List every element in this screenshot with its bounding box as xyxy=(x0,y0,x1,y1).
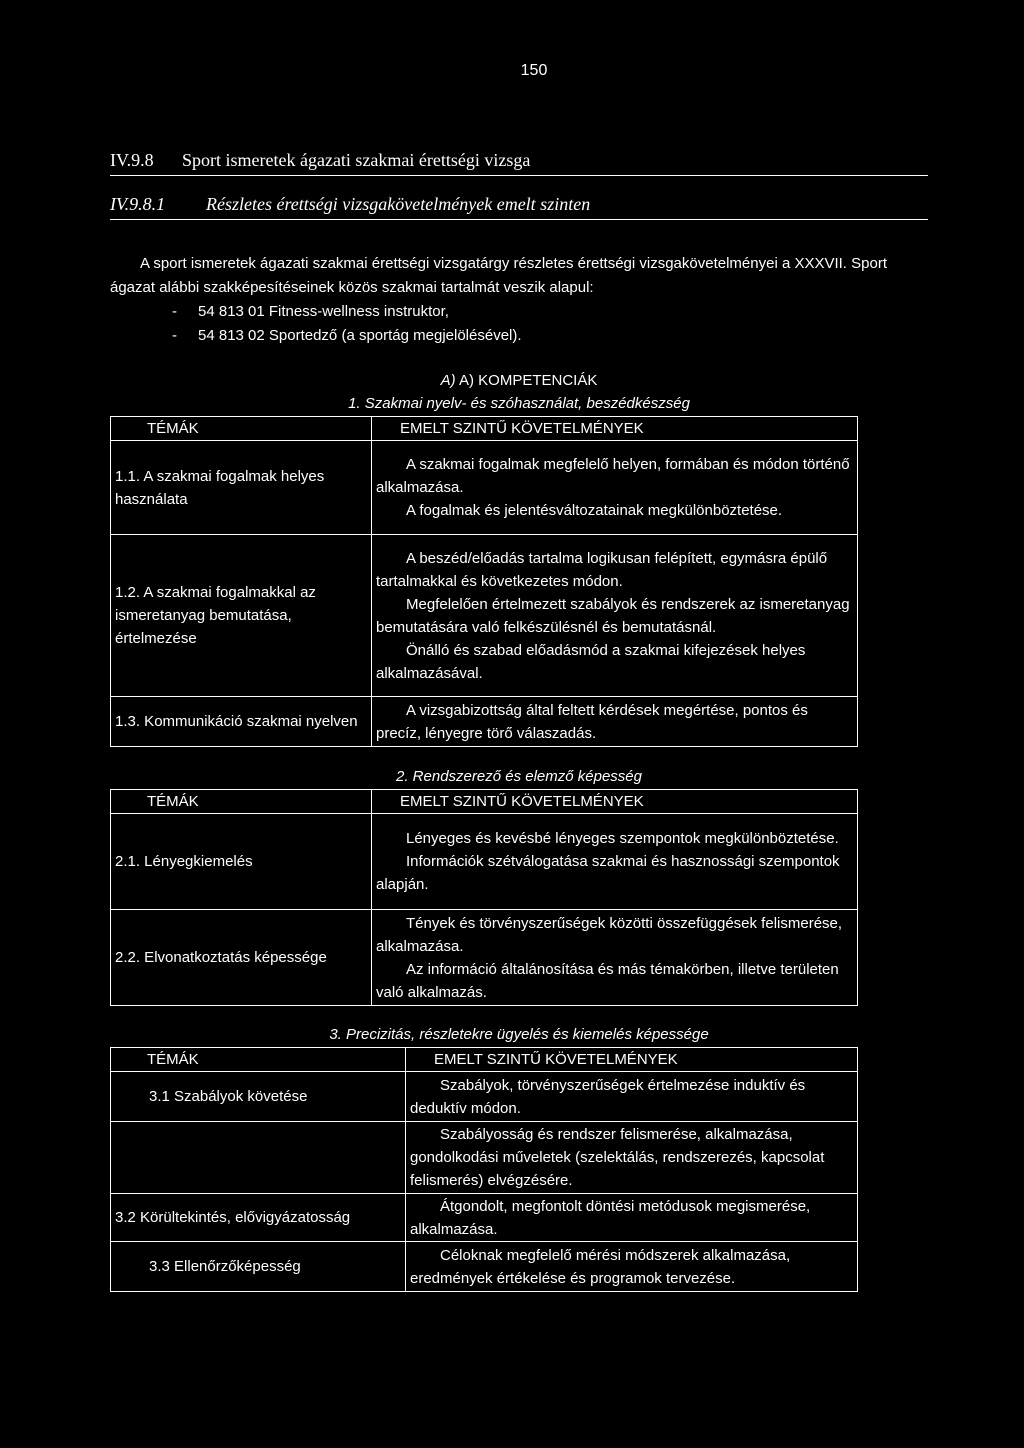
requirement-cell xyxy=(406,1072,858,1122)
requirement-cell xyxy=(372,535,858,697)
competencies-title: A) A) KOMPETENCIÁK xyxy=(440,372,598,389)
qualification-list xyxy=(110,300,930,348)
table-row xyxy=(111,1242,858,1292)
competency-table-1 xyxy=(110,416,858,747)
topic-cell xyxy=(111,1122,406,1194)
header-topics: TÉMÁK xyxy=(111,1048,406,1072)
requirement: Megfelelően értelmezett szabályok és rendszerek az ismeretanyag bemutatására való felkészülésnél és bemutatásnál. xyxy=(376,595,850,636)
section-heading xyxy=(110,150,928,176)
requirement: A vizsgabizottság által feltett kérdések megértése, pontos és precíz, lényegre törő válaszadás. xyxy=(376,701,808,742)
subheading-number: IV.9.8.1 xyxy=(110,194,166,214)
topic-cell: 2.2. Elvonatkoztatás képessége xyxy=(111,910,372,1006)
requirement-cell xyxy=(372,814,858,910)
competencies-letter: A) xyxy=(440,372,456,389)
requirement-cell xyxy=(406,1122,858,1194)
requirement-cell xyxy=(372,910,858,1006)
heading-text: Sport ismeretek ágazati szakmai érettségi vizsga xyxy=(182,150,531,170)
requirement: Önálló és szabad előadásmód a szakmai kifejezések helyes alkalmazásával. xyxy=(376,641,806,682)
table-row xyxy=(111,697,858,747)
topic-cell: 2.1. Lényegkiemelés xyxy=(111,814,372,910)
intro-paragraph: A sport ismeretek ágazati szakmai érettségi vizsgatárgy részletes érettségi vizsgakövetelményei a XXXVII. Sport ágazat alábbi szakképesítéseinek közös szakmai tartalmát veszik alapul: xyxy=(110,255,887,296)
requirement: A fogalmak és jelentésváltozatainak megkülönböztetése. xyxy=(406,502,783,519)
section-title-2: 2. Rendszerező és elemző képesség xyxy=(396,768,642,785)
competency-table-3 xyxy=(110,1047,858,1292)
list-item: - 54 813 01 Fitness-wellness instruktor, xyxy=(172,300,930,324)
page-number: 150 xyxy=(520,62,548,79)
table-row xyxy=(111,814,858,910)
competency-table-2 xyxy=(110,789,858,1006)
requirement-cell xyxy=(406,1242,858,1292)
topic-cell: 1.2. A szakmai fogalmakkal az ismeretanyag bemutatása, értelmezése xyxy=(111,535,372,697)
requirement-cell xyxy=(372,697,858,747)
requirement-cell xyxy=(372,441,858,535)
topic-cell: 3.3 Ellenőrzőképesség xyxy=(111,1242,406,1292)
table-row xyxy=(111,1072,858,1122)
header-topics: TÉMÁK xyxy=(111,790,372,814)
header-requirements: EMELT SZINTŰ KÖVETELMÉNYEK xyxy=(406,1048,858,1072)
subsection-heading xyxy=(110,194,928,220)
subheading-text: Részletes érettségi vizsgakövetelmények emelt szinten xyxy=(206,194,591,214)
requirement: Lényeges és kevésbé lényeges szempontok megkülönböztetése. xyxy=(406,830,839,847)
requirement: Céloknak megfelelő mérési módszerek alkalmazása, eredmények értékelése és programok tervezése. xyxy=(410,1246,791,1287)
section-title-1: 1. Szakmai nyelv- és szóhasználat, beszédkészség xyxy=(348,395,690,412)
table-row xyxy=(111,1194,858,1242)
table-header xyxy=(111,790,858,814)
requirement-cell xyxy=(406,1194,858,1242)
requirement: Szabályosság és rendszer felismerése, alkalmazása, gondolkodási műveletek (szelektálás, rendszerezés, kapcsolat felismerés) elvégzésére. xyxy=(410,1126,825,1189)
table-row xyxy=(111,535,858,697)
header-requirements: EMELT SZINTŰ KÖVETELMÉNYEK xyxy=(372,417,858,441)
topic-cell: 1.3. Kommunikáció szakmai nyelven xyxy=(111,697,372,747)
requirement: Szabályok, törvényszerűségek értelmezése induktív és deduktív módon. xyxy=(410,1076,806,1117)
table-row xyxy=(111,910,858,1006)
section-title-3: 3. Precizitás, részletekre ügyelés és kiemelés képessége xyxy=(329,1026,709,1043)
requirement: Átgondolt, megfontolt döntési metódusok megismerése, alkalmazása. xyxy=(410,1197,811,1238)
requirement: Információk szétválogatása szakmai és hasznossági szempontok alapján. xyxy=(376,853,840,893)
table-row xyxy=(111,1122,858,1194)
heading-number: IV.9.8 xyxy=(110,150,154,170)
topic-cell: 3.1 Szabályok követése xyxy=(111,1072,406,1122)
table-row xyxy=(111,441,858,535)
topic-cell: 1.1. A szakmai fogalmak helyes használata xyxy=(111,441,372,535)
requirement: A beszéd/előadás tartalma logikusan felépített, egymásra épülő tartalmakkal és következetes módon. xyxy=(376,549,828,590)
table-header xyxy=(111,1048,858,1072)
requirement: Tények és törvényszerűségek közötti összefüggések felismerése, alkalmazása. xyxy=(376,914,843,955)
table-header xyxy=(111,417,858,441)
header-requirements: EMELT SZINTŰ KÖVETELMÉNYEK xyxy=(372,790,858,814)
requirement: A szakmai fogalmak megfelelő helyen, formában és módon történő alkalmazása. xyxy=(376,456,850,496)
list-item: - 54 813 02 Sportedző (a sportág megjelölésével). xyxy=(172,324,930,348)
requirement: Az információ általánosítása és más témakörben, illetve területen való alkalmazás. xyxy=(376,960,839,1001)
header-topics: TÉMÁK xyxy=(111,417,372,441)
topic-cell: 3.2 Körültekintés, elővigyázatosság xyxy=(111,1194,406,1242)
intro xyxy=(110,252,930,348)
